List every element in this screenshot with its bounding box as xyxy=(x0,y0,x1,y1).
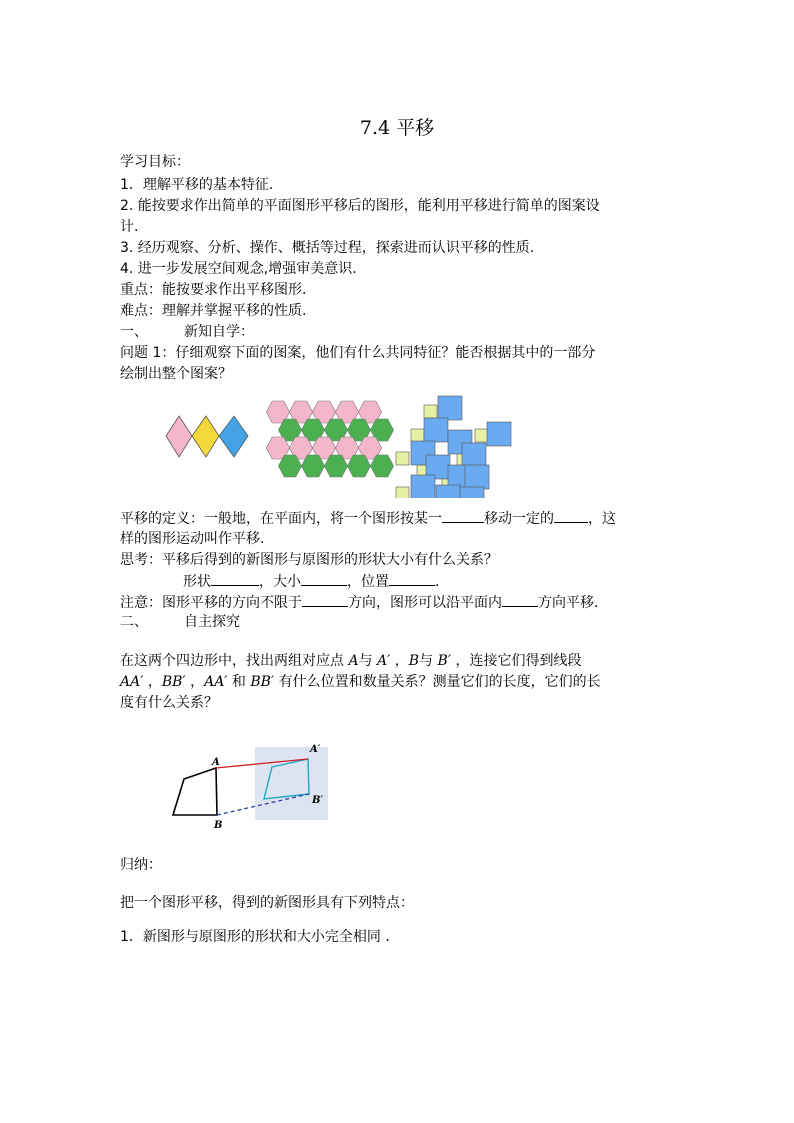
section-title: 自主探究 xyxy=(184,614,240,630)
summary-point-1: 1．新图形与原图形的形状和大小完全相同 . xyxy=(120,929,390,945)
square-tile xyxy=(396,452,409,465)
label-b-prime: B′ xyxy=(312,795,324,806)
explore-line-3: 度有什么关系？ xyxy=(120,695,218,711)
label-a-prime: A′ xyxy=(310,744,321,755)
key-point: 重点：能按要求作出平移图形. xyxy=(120,282,307,298)
section-number: 一、 xyxy=(120,324,148,340)
blank[interactable] xyxy=(211,571,259,586)
explore-line-2: AA′ ，BB′ ，AA′ 和 BB′ 有什么位置和数量关系？测量它们的长度，它们的长 xyxy=(120,674,601,690)
definition-line-1: 平移的定义：一般地，在平面内，将一个图形按某一 移动一定的 ，这 xyxy=(120,508,616,529)
section-2-heading xyxy=(120,612,240,632)
label-b: B xyxy=(214,820,223,831)
question-1-line-1: 问题 1：仔细观察下面的图案，他们有什么共同特征？能否根据其中的一部分 xyxy=(120,345,596,361)
page-title: 7.4 平移 xyxy=(359,117,435,139)
definition-line-2: 样的图形运动叫作平移. xyxy=(120,531,265,547)
hexagon-grid xyxy=(266,401,393,477)
pattern-figure xyxy=(160,393,520,498)
think-line-2: 形状 ，大小 ，位置 . xyxy=(183,571,439,592)
blank[interactable] xyxy=(302,592,348,607)
pink-rhombus xyxy=(166,416,192,457)
square-tile xyxy=(411,475,435,498)
square-tile xyxy=(436,485,460,498)
square-tile xyxy=(487,422,511,446)
yellow-rhombus xyxy=(192,416,219,457)
square-tiling xyxy=(396,396,511,498)
grid-panel xyxy=(255,747,328,820)
square-tile xyxy=(424,405,437,418)
blank[interactable] xyxy=(301,571,347,586)
blue-rhombus xyxy=(219,416,248,457)
section-number: 二、 xyxy=(120,614,148,630)
difficult-point: 难点：理解并掌握平移的性质. xyxy=(120,303,307,319)
blank[interactable] xyxy=(554,508,588,523)
blank[interactable] xyxy=(442,508,484,523)
rhombus-strip xyxy=(166,416,248,457)
section-title: 新知自学： xyxy=(184,324,254,340)
goal-item: 4. 进一步发展空间观念,增强审美意识. xyxy=(120,261,357,277)
square-tile xyxy=(396,487,409,498)
square-tile xyxy=(465,465,489,489)
square-tile xyxy=(438,396,462,420)
goals-heading: 学习目标： xyxy=(120,154,190,170)
note-line: 注意：图形平移的方向不限于 方向，图形可以沿平面内 方向平移. xyxy=(120,592,598,613)
question-1-line-2: 绘制出整个图案？ xyxy=(120,366,232,382)
blank[interactable] xyxy=(502,592,538,607)
explore-line-1: 在这两个四边形中，找出两组对应点 A与 A′ ，B与 B′ ，连接它们得到线段 xyxy=(120,653,582,669)
blank[interactable] xyxy=(389,571,435,586)
square-tile xyxy=(462,443,486,467)
original-quadrilateral xyxy=(173,768,217,815)
square-tile xyxy=(424,418,448,442)
section-1-heading xyxy=(120,322,254,342)
square-tile xyxy=(411,429,424,442)
goal-item: 3. 经历观察、分析、操作、概括等过程，探索进而认识平移的性质. xyxy=(120,240,535,256)
summary-intro: 把一个图形平移，得到的新图形具有下列特点： xyxy=(120,895,414,911)
translation-diagram xyxy=(160,735,360,835)
goal-item: 2. 能按要求作出简单的平面图形平移后的图形，能利用平移进行简单的图案设 xyxy=(120,198,600,214)
summary-heading: 归纳： xyxy=(120,857,162,873)
square-tile xyxy=(475,429,488,442)
think-line-1: 思考：平移后得到的新图形与原图形的形状大小有什么关系？ xyxy=(120,552,498,568)
goal-item: 1．理解平移的基本特征. xyxy=(120,177,274,193)
square-tile xyxy=(460,487,484,498)
goal-item: 计. xyxy=(120,219,139,235)
label-a: A xyxy=(212,757,220,768)
